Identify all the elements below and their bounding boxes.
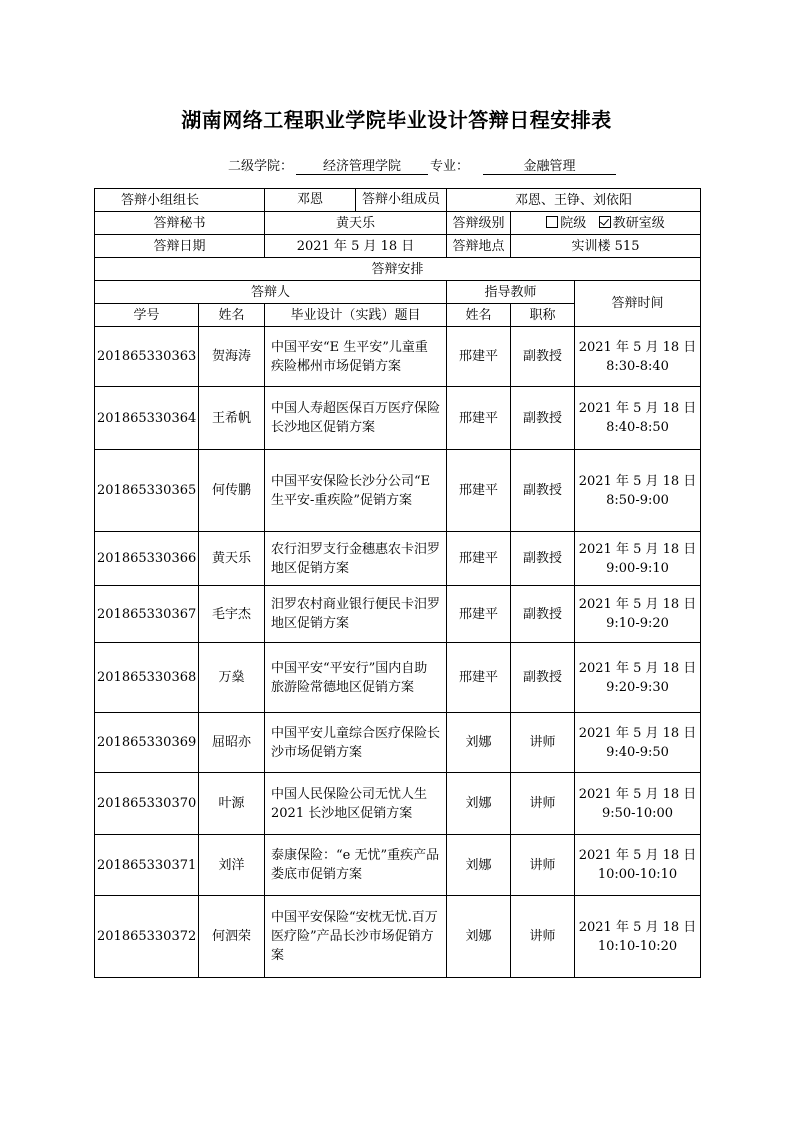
advisor-title-cell: 副教授	[511, 643, 575, 713]
col-topic-header: 毕业设计（实践）题目	[265, 304, 447, 327]
leader-value: 邓恩	[265, 189, 356, 211]
col-advisor-title-header: 职称	[511, 304, 575, 327]
advisor-title-cell: 副教授	[511, 387, 575, 450]
defense-time-cell	[575, 896, 701, 978]
advisor-title-cell: 讲师	[511, 773, 575, 835]
student-name-cell: 刘洋	[199, 835, 265, 896]
advisor-name-cell: 邢建平	[447, 450, 511, 532]
student-name-cell: 万燊	[199, 643, 265, 713]
page-title: 湖南网络工程职业学院毕业设计答辩日程安排表	[181, 108, 612, 132]
checkbox-college[interactable]	[546, 216, 558, 228]
student-id-cell: 201865330370	[95, 773, 199, 835]
student-name-cell: 王希帆	[199, 387, 265, 450]
date-value: 2021 年 5 月 18 日	[265, 235, 447, 258]
defense-time-cell	[575, 586, 701, 643]
defense-time: 9:10-9:20	[606, 616, 669, 631]
major-label: 专业：	[430, 159, 470, 174]
table-row	[95, 387, 701, 450]
student-id-cell: 201865330369	[95, 713, 199, 773]
table-row	[95, 586, 701, 643]
defense-time: 9:00-9:10	[606, 560, 669, 576]
defense-time: 8:50-9:00	[606, 492, 669, 508]
table-row	[95, 713, 701, 773]
defense-time-cell	[575, 450, 701, 532]
leader-label: 答辩小组组长	[95, 189, 265, 212]
advisor-title-cell: 副教授	[511, 586, 575, 643]
student-name-cell: 毛宇杰	[199, 586, 265, 643]
group-header-row	[95, 281, 701, 304]
level-option-college: 院级	[560, 215, 587, 231]
table-row	[95, 327, 701, 387]
student-id-cell: 201865330365	[95, 450, 199, 532]
advisor-title-cell: 讲师	[511, 713, 575, 773]
defense-date: 2021 年 5 月 18 日	[578, 401, 697, 416]
college-label: 二级学院：	[228, 159, 294, 174]
topic-cell: 中国平安保险长沙分公司“E 生平安-重疾险”促销方案	[265, 450, 447, 532]
student-name-cell: 何传鹏	[199, 450, 265, 532]
col-name-header: 姓名	[199, 304, 265, 327]
table-row	[95, 896, 701, 978]
topic-cell: 中国平安“平安行”国内自助旅游险常德地区促销方案	[265, 643, 447, 713]
topic-cell: 泰康保险：“e 无忧”重疾产品娄底市促销方案	[265, 835, 447, 896]
defense-date: 2021 年 5 月 18 日	[578, 541, 697, 557]
defense-time-cell	[575, 713, 701, 773]
defense-time: 8:40-8:50	[606, 420, 669, 435]
defense-date: 2021 年 5 月 18 日	[578, 339, 697, 355]
level-option-dept: 教研室级	[612, 215, 665, 231]
defense-time: 10:10-10:20	[597, 938, 678, 954]
advisor-header: 指导教师	[447, 281, 575, 304]
defense-time-cell	[575, 387, 701, 450]
table-row	[95, 643, 701, 713]
student-name-cell: 贺海涛	[199, 327, 265, 387]
topic-cell: 中国平安“E 生平安”儿童重疾险郴州市场促销方案	[265, 327, 447, 387]
advisor-name-cell: 刘娜	[447, 896, 511, 978]
section-title: 答辩安排	[95, 258, 701, 281]
checkbox-teaching-dept[interactable]	[599, 216, 611, 228]
defense-time-cell	[575, 773, 701, 835]
advisor-title-cell: 副教授	[511, 450, 575, 532]
student-id-cell: 201865330368	[95, 643, 199, 713]
topic-cell: 中国人寿超医保百万医疗保险长沙地区促销方案	[265, 387, 447, 450]
defense-date: 2021 年 5 月 18 日	[578, 660, 697, 676]
advisor-title-cell: 讲师	[511, 896, 575, 978]
table-row	[95, 835, 701, 896]
section-row	[95, 258, 701, 281]
defense-date: 2021 年 5 月 18 日	[578, 786, 697, 802]
advisor-title-cell: 讲师	[511, 835, 575, 896]
student-name-cell: 叶源	[199, 773, 265, 835]
defense-time-cell	[575, 643, 701, 713]
info-row-secretary	[95, 212, 701, 235]
place-label: 答辩地点	[447, 235, 511, 258]
secretary-value: 黄天乐	[265, 212, 447, 235]
members-label: 答辩小组成员	[362, 192, 441, 207]
level-label: 答辩级别	[447, 212, 511, 235]
table-row	[95, 532, 701, 586]
defense-time: 9:50-10:00	[601, 805, 674, 821]
defense-date: 2021 年 5 月 18 日	[578, 725, 697, 741]
table-row	[95, 773, 701, 835]
advisor-name-cell: 邢建平	[447, 327, 511, 387]
topic-cell: 汨罗农村商业银行便民卡汨罗地区促销方案	[265, 586, 447, 643]
level-options	[511, 212, 701, 235]
info-row-leader	[95, 189, 701, 212]
student-id-cell: 201865330363	[95, 327, 199, 387]
topic-cell: 中国人民保险公司无忧人生 2021 长沙地区促销方案	[265, 773, 447, 835]
table-row	[95, 450, 701, 532]
topic-cell: 农行汨罗支行金穗惠农卡汨罗地区促销方案	[265, 532, 447, 586]
student-id-cell: 201865330372	[95, 896, 199, 978]
defense-schedule-table	[94, 188, 701, 978]
defense-time: 10:00-10:10	[597, 867, 678, 882]
place-value: 实训楼 515	[511, 235, 701, 258]
defense-date: 2021 年 5 月 18 日	[578, 597, 697, 612]
defense-date: 2021 年 5 月 18 日	[578, 848, 697, 863]
info-row-date	[95, 235, 701, 258]
col-advisor-name-header: 姓名	[447, 304, 511, 327]
advisor-title-cell: 副教授	[511, 532, 575, 586]
advisor-name-cell: 刘娜	[447, 773, 511, 835]
college-value: 经济管理学院	[296, 155, 428, 175]
advisor-name-cell: 刘娜	[447, 835, 511, 896]
student-id-cell: 201865330371	[95, 835, 199, 896]
student-name-cell: 何泗荣	[199, 896, 265, 978]
defense-time-cell	[575, 835, 701, 896]
advisor-name-cell: 邢建平	[447, 532, 511, 586]
major-value: 金融管理	[483, 155, 616, 175]
advisor-name-cell: 邢建平	[447, 586, 511, 643]
secretary-label: 答辩秘书	[95, 212, 265, 235]
defense-time-cell	[575, 327, 701, 387]
advisor-title-cell: 副教授	[511, 327, 575, 387]
date-label: 答辩日期	[95, 235, 265, 258]
advisor-name-cell: 刘娜	[447, 713, 511, 773]
advisor-name-cell: 邢建平	[447, 643, 511, 713]
student-id-cell: 201865330366	[95, 532, 199, 586]
advisor-name-cell: 邢建平	[447, 387, 511, 450]
student-name-cell: 屈昭亦	[199, 713, 265, 773]
defense-time: 8:30-8:40	[606, 358, 669, 374]
topic-cell: 中国平安保险“安枕无忧.百万医疗险”产品长沙市场促销方案	[265, 896, 447, 978]
defense-date: 2021 年 5 月 18 日	[578, 473, 697, 489]
defense-date: 2021 年 5 月 18 日	[578, 919, 697, 935]
col-id-header: 学号	[95, 304, 199, 327]
defense-time-cell	[575, 532, 701, 586]
defense-time: 9:40-9:50	[606, 744, 669, 760]
defender-header: 答辩人	[95, 281, 447, 304]
student-id-cell: 201865330367	[95, 586, 199, 643]
topic-cell: 中国平安儿童综合医疗保险长沙市场促销方案	[265, 713, 447, 773]
student-name-cell: 黄天乐	[199, 532, 265, 586]
defense-time: 9:20-9:30	[606, 679, 669, 695]
members-value: 邓恩、王铮、刘依阳	[447, 189, 701, 212]
student-id-cell: 201865330364	[95, 387, 199, 450]
time-header: 答辩时间	[575, 281, 701, 327]
